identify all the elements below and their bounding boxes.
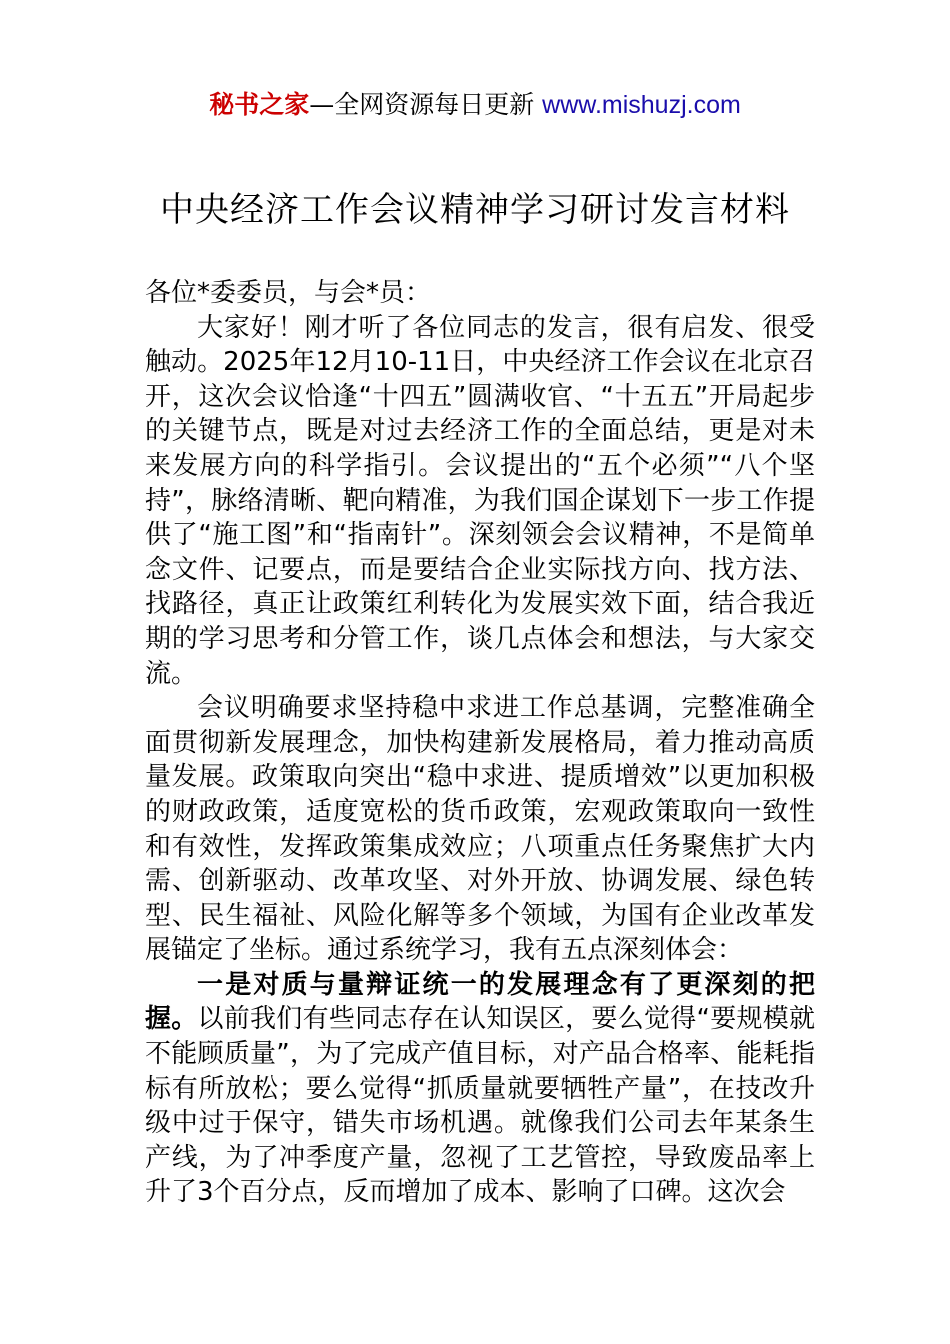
salutation: 各位*委委员，与会*员： bbox=[145, 278, 432, 308]
site-url-link[interactable]: www.mishuzj.com bbox=[542, 91, 741, 119]
site-header bbox=[0, 88, 950, 122]
brand-name: 秘书之家 bbox=[209, 90, 310, 119]
document-body bbox=[145, 276, 815, 1210]
paragraph-lead-heading: 一是对质与量辩证统一的发展理念有了更深刻的把握。 bbox=[145, 969, 815, 1035]
header-tagline: —全网资源每日更新 bbox=[309, 90, 543, 119]
body-paragraph: 大家好！刚才听了各位同志的发言，很有启发、很受触动。2025年12月10-11日，中央经济工作会议在北京召开，这次会议恰逢“十四五”圆满收官、“十五五”开局起步的关键节点，既是对过去经济工作的全面总结，更是对未来发展方向的科学指引。会议提出的“五个必须”“八个坚持”，脉络清晰、靶向精准，为我们国企谋划下一步工作提供了“施工图”和“指南针”。深刻领会会议精神，不是简单念文件、记要点，而是要结合企业实际找方向、找方法、找路径，真正让政策红利转化为发展实效下面，结合我近期的学习思考和分管工作，谈几点体会和想法，与大家交流。 bbox=[145, 312, 815, 689]
paragraph-text: 以前我们有些同志存在认知误区，要么觉得“要规模就不能顾质量”，为了完成产值目标，对产品合格率、能耗指标有所放松；要么觉得“抓质量就要牺牲产量”，在技改升级中过于保守，错失市场机遇。就像我们公司去年某条生产线，为了冲季度产量，忽视了工艺管控，导致废品率上升了3个百分点，反而增加了成本、影响了口碑。这次会 bbox=[145, 1004, 815, 1208]
document-title: 中央经济工作会议精神学习研讨发言材料 bbox=[160, 190, 790, 230]
body-paragraph bbox=[145, 968, 815, 1210]
body-paragraph: 会议明确要求坚持稳中求进工作总基调，完整准确全面贯彻新发展理念，加快构建新发展格局，着力推动高质量发展。政策取向突出“稳中求进、提质增效”以更加积极的财政政策，适度宽松的货币政策，宏观政策取向一致性和有效性，发挥政策集成效应；八项重点任务聚焦扩大内需、创新驱动、改革攻坚、对外开放、协调发展、绿色转型、民生福祉、风险化解等多个领域，为国有企业改革发展锚定了坐标。通过系统学习，我有五点深刻体会： bbox=[145, 693, 815, 966]
